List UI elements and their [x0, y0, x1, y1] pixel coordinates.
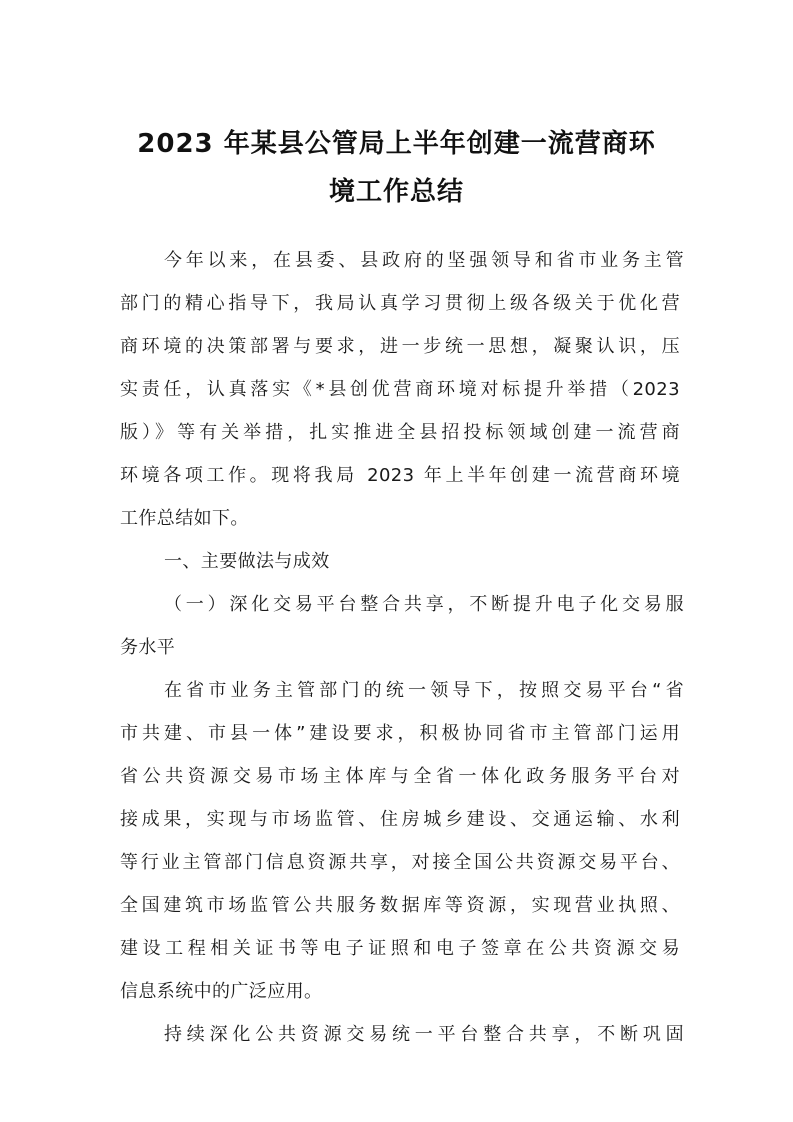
document-title-line-1: 2023 年某县公管局上半年创建一流营商环	[137, 129, 656, 159]
paragraph-line: 接成果，实现与市场监管、住房城乡建设、交通运输、水利	[120, 809, 680, 830]
paragraph-line: 省公共资源交易市场主体库与全省一体化政务服务平台对	[120, 766, 680, 787]
paragraph-line: 建设工程相关证书等电子证照和电子签章在公共资源交易	[120, 938, 680, 959]
document-title-line-2: 境工作总结	[328, 177, 464, 207]
paragraph-line: 实责任，认真落实《*县创优营商环境对标提升举措（2023	[120, 379, 680, 400]
section-heading: 一、主要做法与成效	[164, 551, 330, 572]
paragraph-line: 市共建、市县一体”建设要求，积极协同省市主管部门运用	[120, 723, 680, 744]
paragraph-line: 在省市业务主管部门的统一领导下，按照交易平台“省	[164, 680, 684, 701]
subsection-heading-continued: 务水平	[120, 637, 176, 658]
paragraph-line: 持续深化公共资源交易统一平台整合共享，不断巩固	[164, 1024, 684, 1045]
paragraph-line: 环境各项工作。现将我局 2023 年上半年创建一流营商环境	[120, 465, 680, 486]
paragraph-line: 工作总结如下。	[120, 508, 249, 529]
paragraph-line: 等行业主管部门信息资源共享，对接全国公共资源交易平台、	[120, 852, 680, 873]
subsection-heading: （一）深化交易平台整合共享，不断提升电子化交易服	[164, 594, 684, 615]
paragraph-line: 全国建筑市场监管公共服务数据库等资源，实现营业执照、	[120, 895, 680, 916]
paragraph-line: 商环境的决策部署与要求，进一步统一思想，凝聚认识，压	[120, 336, 680, 357]
paragraph-line: 部门的精心指导下，我局认真学习贯彻上级各级关于优化营	[120, 293, 680, 314]
paragraph-line: 版）》等有关举措，扎实推进全县招投标领域创建一流营商	[120, 422, 680, 443]
paragraph-line: 今年以来，在县委、县政府的坚强领导和省市业务主管	[164, 250, 684, 271]
paragraph-line: 信息系统中的广泛应用。	[120, 981, 323, 1002]
